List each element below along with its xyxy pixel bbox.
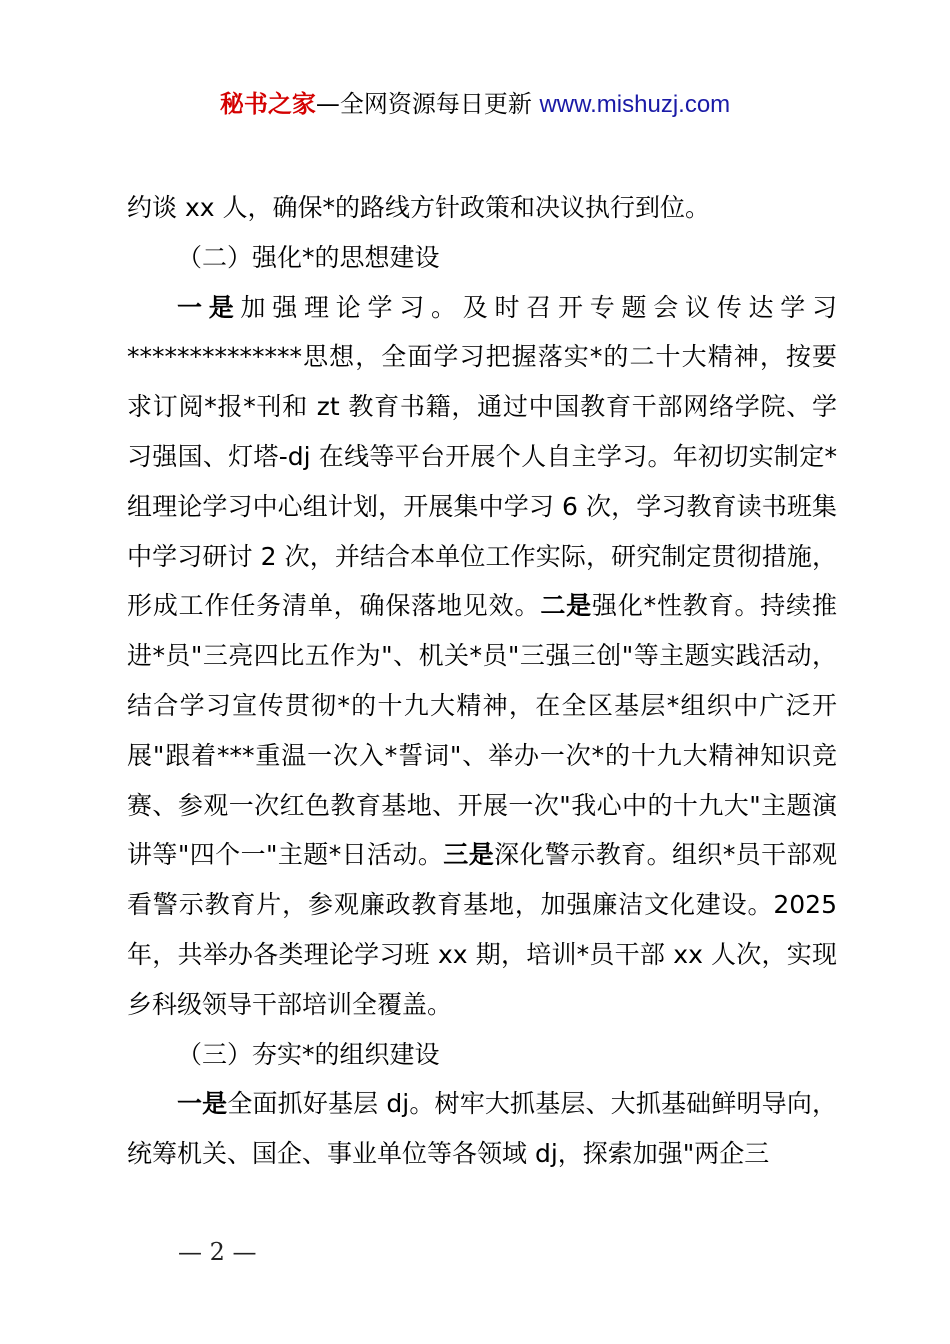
paragraph [127, 283, 837, 1030]
text-run: 全面抓好基层 dj。树牢大抓基层、大抓基础鲜明导向，统筹机关、国企、事业单位等各领域 dj，探索加强"两企三 [127, 1089, 837, 1169]
header-brand: 秘书之家 [219, 90, 316, 118]
paragraph [127, 1079, 837, 1179]
bold-lead-phrase: 二是 [540, 591, 592, 621]
text-run: 深化警示教育。组织*员干部观看警示教育片，参观廉政教育基地，加强廉洁文化建设。2025 年，共举办各类理论学习班 xx 期，培训*员干部 xx 人次，实现乡科级领导干部培训全覆盖。 [127, 840, 837, 1019]
bold-lead-phrase: 一是 [177, 1089, 228, 1119]
text-run: （三）夯实*的组织建设 [177, 1039, 440, 1069]
text-run: 约谈 xx 人，确保*的路线方针政策和决议执行到位。 [127, 193, 710, 222]
header-url-link[interactable]: www.mishuzj.com [539, 91, 731, 118]
site-header [0, 86, 950, 123]
text-run: 强化*性教育。持续推进*员"三亮四比五作为"、机关*员"三强三创"等主题实践活动，结合学习宣传贯彻*的十九大精神，在全区基层*组织中广泛开展"跟着***重温一次入*誓词"、举办一次*的十九大精神知识竞赛、参观一次红色教育基地、开展一次"我心中的十九大"主题演讲等"四个一"主题*日活动。 [127, 591, 837, 870]
section-heading [127, 1030, 837, 1080]
section-heading [127, 233, 837, 283]
paragraph [127, 183, 837, 233]
text-run: 加强理论学习。及时召开专题会议传达学习**************思想，全面学习把握落实*的二十大精神，按要求订阅*报*刊和 zt 教育书籍，通过中国教育干部网络学院、学习强国、灯塔-dj 在线等平台开展个人自主学习。年初切实制定*组理论学习中心组计划，开展集中学习 6 次，学习教育读书班集中学习研讨 2 次，并结合本单位工作实际，研究制定贯彻措施，形成工作任务清单，确保落地见效。 [127, 292, 837, 621]
bold-lead-phrase: 一是 [177, 292, 241, 322]
page-number: — 2 — [178, 1238, 257, 1266]
document-body [127, 183, 837, 1179]
text-run: （二）强化*的思想建设 [177, 242, 440, 272]
bold-lead-phrase: 三是 [443, 840, 495, 870]
header-tagline: —全网资源每日更新 [315, 90, 532, 118]
